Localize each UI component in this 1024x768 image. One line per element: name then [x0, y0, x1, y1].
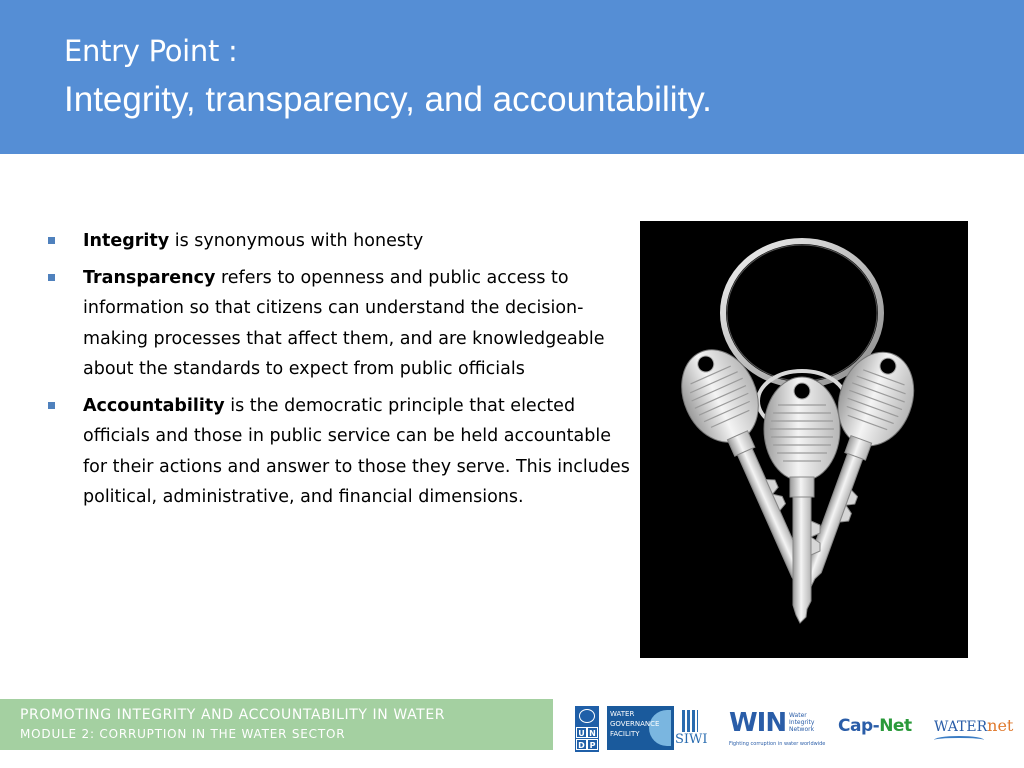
waternet-logo — [934, 716, 1013, 735]
square-bullet-icon — [48, 402, 55, 409]
siwi-bars-icon — [682, 710, 698, 732]
bullet-item-integrity — [48, 226, 633, 257]
bullet-item-transparency — [48, 263, 633, 385]
waternet-water-text: WATER — [934, 719, 988, 735]
bullet-text: refers to openness and public access to information so that citizens can understand the decision-making processes that affect them, and are knowledgeable about the standards to expect from public officials — [83, 267, 605, 379]
bullet-term: Integrity — [83, 231, 170, 251]
footer-subtitle: MODULE 2: CORRUPTION IN THE WATER SECTOR — [20, 727, 346, 741]
wgf-text-line: GOVERNANCE — [610, 720, 660, 728]
bullet-term: Transparency — [83, 267, 216, 288]
wgf-text-line: WATER — [610, 710, 635, 718]
win-tagline: Fighting corruption in water worldwide — [729, 741, 826, 747]
capnet-net-text: Net — [879, 716, 912, 736]
keys-illustration — [640, 221, 968, 658]
win-subtext-line: Integrity — [789, 719, 815, 726]
water-governance-facility-logo — [607, 706, 674, 750]
slide-title-line1: Entry Point : — [64, 34, 238, 68]
slide-title-line2: Integrity, transparency, and accountability. — [64, 80, 712, 119]
cap-net-logo — [838, 716, 912, 736]
bullet-term: Accountability — [83, 395, 225, 416]
win-logo — [729, 708, 826, 750]
undp-letter: P — [587, 739, 598, 750]
square-bullet-icon — [48, 274, 55, 281]
keys-photo — [640, 221, 968, 658]
win-text: WIN — [729, 708, 787, 738]
undp-letter: U — [576, 727, 587, 738]
undp-logo — [575, 706, 599, 752]
wgf-text-line: FACILITY — [610, 730, 640, 738]
undp-letter: N — [587, 727, 598, 738]
win-subtext-line: Water — [789, 712, 807, 719]
footer-title: PROMOTING INTEGRITY AND ACCOUNTABILITY IN WATER — [20, 707, 446, 723]
siwi-logo — [675, 710, 708, 750]
bullet-item-accountability — [48, 391, 633, 513]
title-band — [0, 0, 1024, 154]
bullet-text: is the democratic principle that elected officials and those in public service can be held accountable for their actions and answer to those they serve. This includes political, administrative, and financial dimensions. — [83, 395, 630, 507]
siwi-text: SIWI — [675, 732, 708, 747]
square-bullet-icon — [48, 237, 55, 244]
win-subtext — [789, 712, 814, 733]
un-globe-icon — [579, 709, 595, 723]
bullet-list — [48, 226, 633, 519]
wgf-text — [610, 709, 659, 739]
waternet-swoosh-icon — [934, 736, 984, 744]
waternet-net-text: net — [987, 716, 1014, 735]
undp-letter: D — [576, 739, 587, 750]
capnet-cap-text: Cap- — [838, 716, 880, 736]
win-subtext-line: Network — [789, 726, 815, 733]
bullet-text: is synonymous with honesty — [169, 231, 424, 251]
